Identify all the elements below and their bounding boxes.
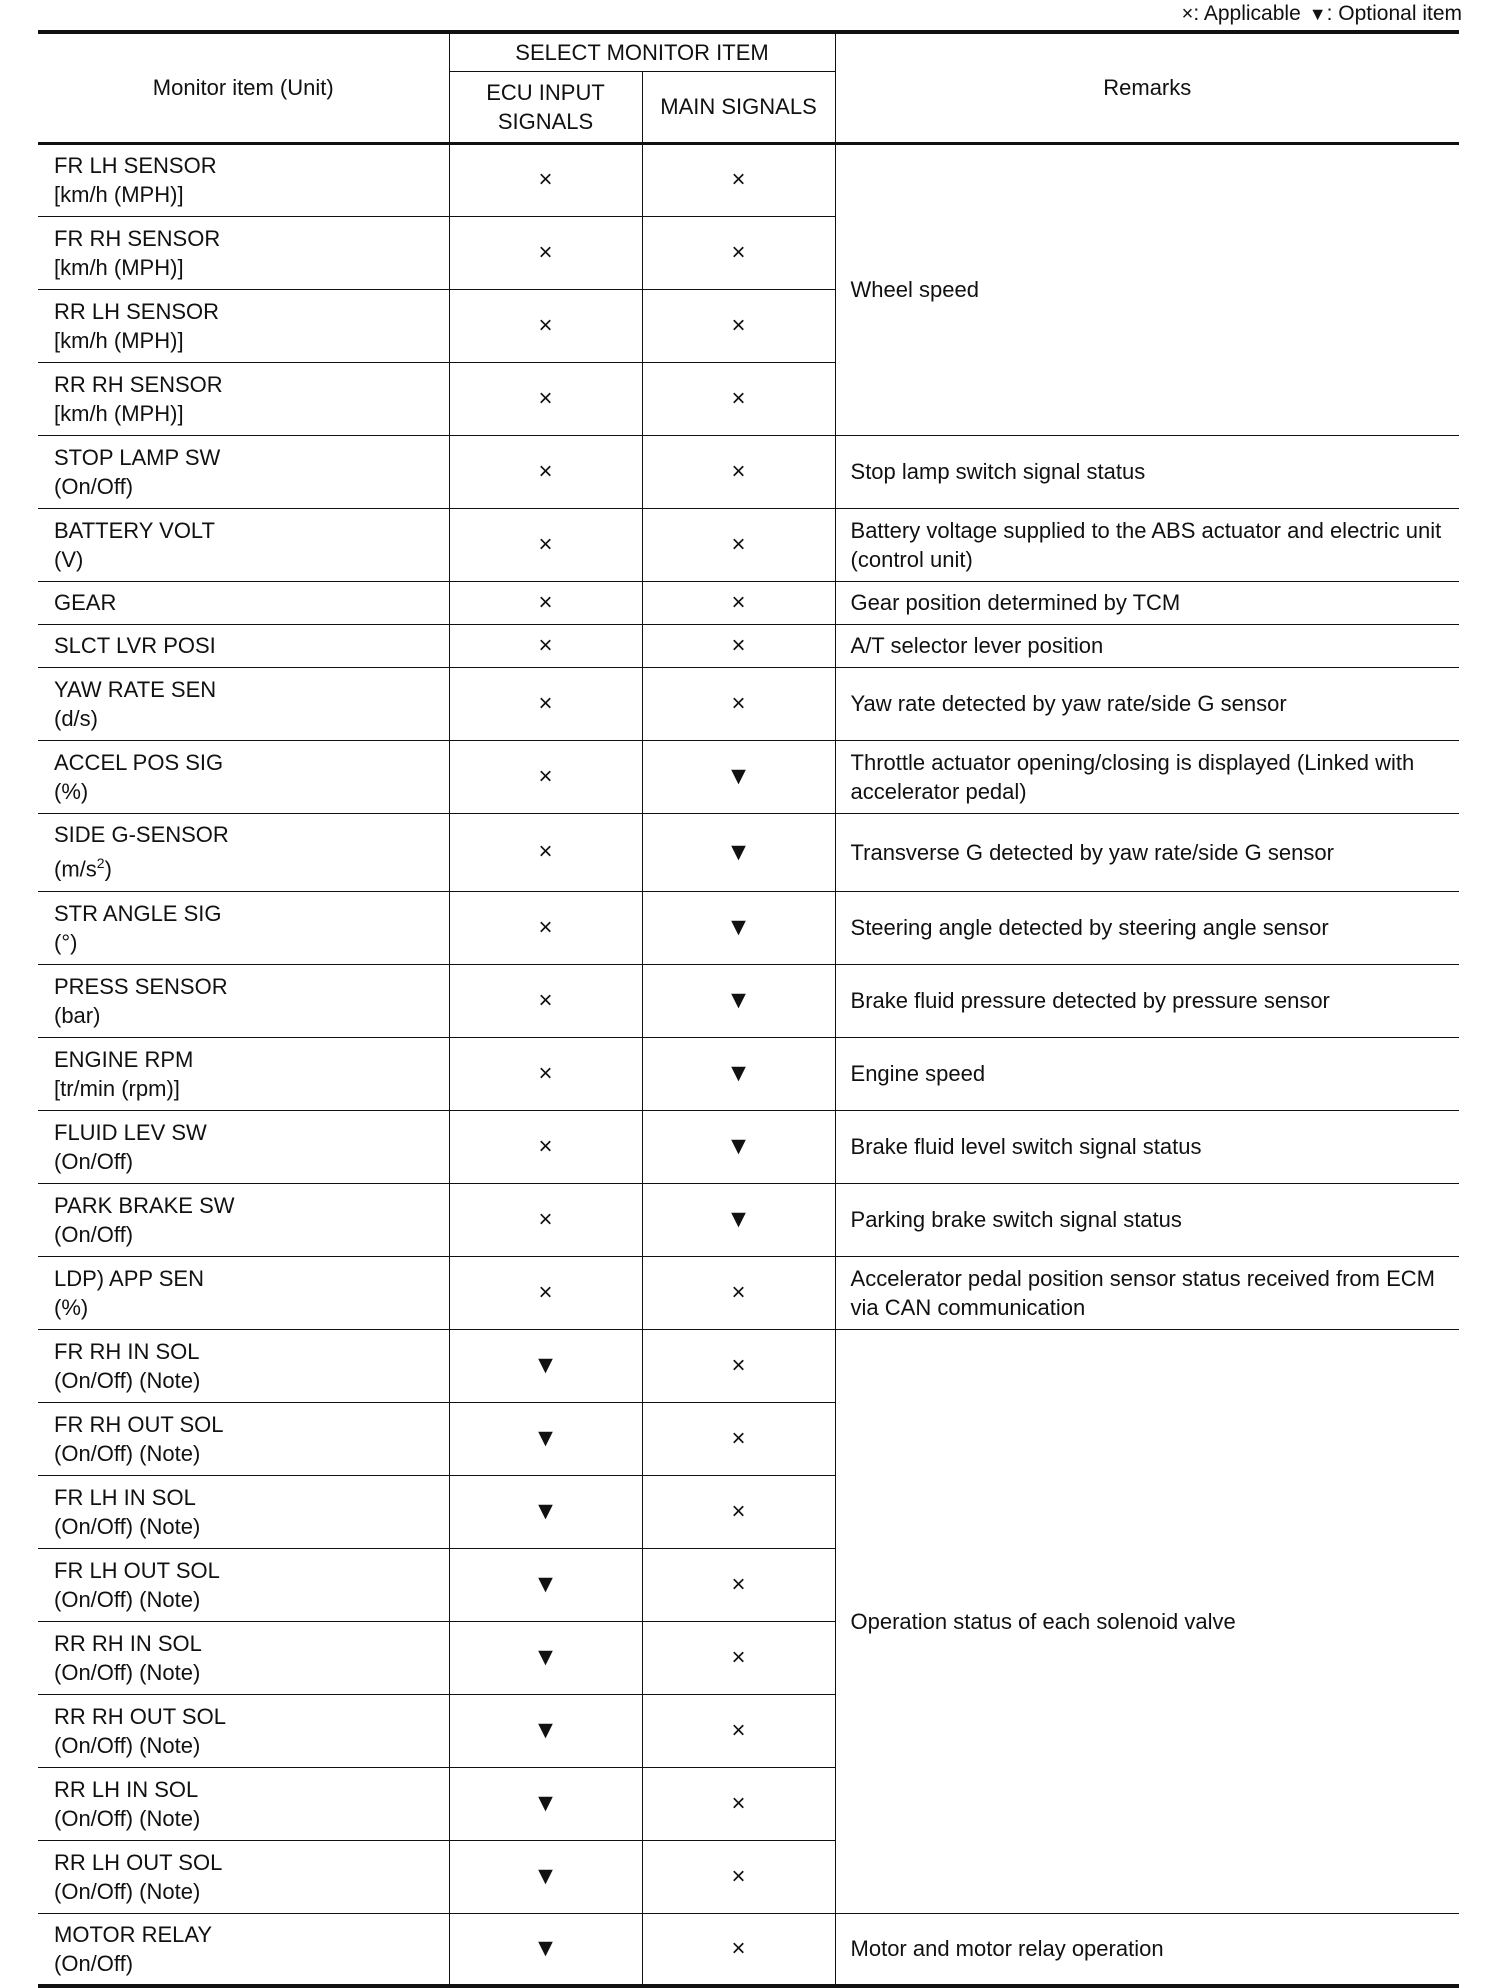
applicable-x-icon: × — [538, 166, 553, 193]
monitor-item-unit — [54, 1074, 449, 1103]
applicable-x-icon: × — [731, 689, 746, 717]
ecu-input-mark-cell — [449, 1621, 642, 1694]
unit-text: [km/h (MPH)] — [54, 254, 184, 280]
applicable-x-icon: × — [731, 1789, 746, 1817]
main-signals-mark-cell — [642, 813, 835, 891]
monitor-item-cell — [38, 1621, 449, 1694]
monitor-item-name: LDP) APP SEN — [54, 1265, 204, 1291]
applicable-x-icon: × — [538, 238, 553, 266]
applicable-x-icon: × — [731, 1497, 746, 1525]
table-body — [38, 143, 1459, 1986]
applicable-x-icon: × — [731, 1862, 746, 1890]
table-row — [38, 1037, 1459, 1110]
remark-app-sen: Accelerator pedal position sensor status received from ECM via CAN communication — [835, 1256, 1459, 1329]
optional-triangle-icon: ▼ — [726, 1059, 751, 1087]
applicable-x-icon: × — [731, 588, 746, 616]
monitor-item-cell — [38, 581, 449, 624]
table-row — [38, 1256, 1459, 1329]
remark-fluid-lev: Brake fluid level switch signal status — [835, 1110, 1459, 1183]
main-signals-mark-cell — [642, 1110, 835, 1183]
ecu-input-mark-cell — [449, 964, 642, 1037]
ecu-input-mark-cell — [449, 143, 642, 216]
optional-triangle-icon: ▼ — [533, 1789, 558, 1817]
monitor-item-cell — [38, 216, 449, 289]
ecu-input-mark-cell — [449, 891, 642, 964]
header-select-monitor-item: SELECT MONITOR ITEM — [449, 32, 835, 71]
monitor-item-cell — [38, 1475, 449, 1548]
main-signals-mark-cell — [642, 1037, 835, 1110]
main-signals-mark-cell — [642, 289, 835, 362]
ecu-input-mark-cell — [449, 1037, 642, 1110]
unit-text: (d/s) — [54, 705, 98, 731]
monitor-item-cell — [38, 1329, 449, 1402]
monitor-item-unit — [54, 928, 449, 957]
monitor-item-name: ACCEL POS SIG — [54, 749, 224, 775]
monitor-item-name: FR LH IN SOL — [54, 1484, 196, 1510]
monitor-item-unit — [54, 326, 449, 355]
monitor-item-name: STR ANGLE SIG — [54, 900, 222, 926]
monitor-item-unit — [54, 1366, 449, 1395]
remark-motor-relay: Motor and motor relay operation — [835, 1913, 1459, 1986]
monitor-item-unit — [54, 472, 449, 501]
monitor-item-name: BATTERY VOLT — [54, 517, 215, 543]
applicable-x-icon: × — [538, 530, 553, 558]
table-row — [38, 435, 1459, 508]
monitor-item-unit — [54, 849, 449, 883]
monitor-item-unit — [54, 777, 449, 806]
monitor-item-name: FR RH OUT SOL — [54, 1411, 224, 1437]
header-ecu-input-signals: ECU INPUT SIGNALS — [449, 71, 642, 143]
remark-gear: Gear position determined by TCM — [835, 581, 1459, 624]
main-signals-mark-cell — [642, 1183, 835, 1256]
applicable-x-icon: × — [731, 1716, 746, 1744]
applicable-x-icon: × — [538, 384, 553, 412]
unit-text: (On/Off) — [54, 1221, 134, 1247]
unit-text: [km/h (MPH)] — [54, 400, 184, 426]
ecu-input-mark-cell — [449, 813, 642, 891]
monitor-item-cell — [38, 508, 449, 581]
table-row — [38, 1183, 1459, 1256]
optional-triangle-icon: ▼ — [726, 913, 751, 941]
unit-superscript: 2 — [96, 855, 105, 872]
optional-triangle-icon: ▼ — [533, 1424, 558, 1452]
applicable-x-icon: × — [731, 311, 746, 339]
monitor-item-cell — [38, 891, 449, 964]
table-row — [38, 508, 1459, 581]
ecu-input-mark-cell — [449, 1840, 642, 1913]
main-signals-mark-cell — [642, 143, 835, 216]
applicable-x-icon: × — [538, 311, 553, 339]
main-signals-mark-cell — [642, 1621, 835, 1694]
ecu-input-mark-cell — [449, 1694, 642, 1767]
monitor-item-cell — [38, 1183, 449, 1256]
monitor-item-unit — [54, 1147, 449, 1176]
applicable-x-icon: × — [731, 631, 746, 659]
monitor-item-name: RR LH SENSOR — [54, 298, 220, 324]
applicable-x-icon: × — [731, 1643, 746, 1671]
optional-triangle-icon: ▼ — [533, 1570, 558, 1598]
monitor-item-cell — [38, 289, 449, 362]
main-signals-mark-cell — [642, 624, 835, 667]
monitor-item-cell — [38, 1037, 449, 1110]
unit-text: (°) — [54, 929, 78, 955]
monitor-item-name: FR LH SENSOR — [54, 153, 217, 178]
unit-text: (On/Off) — [54, 473, 134, 499]
ecu-input-mark-cell — [449, 1475, 642, 1548]
monitor-item-name: PARK BRAKE SW — [54, 1192, 235, 1218]
ecu-input-mark-cell — [449, 508, 642, 581]
optional-triangle-icon: ▼ — [533, 1862, 558, 1890]
unit-suffix: ) — [104, 856, 112, 882]
optional-triangle-icon: ▼ — [726, 1205, 751, 1233]
header-remarks: Remarks — [835, 32, 1459, 143]
monitor-item-unit — [54, 1585, 449, 1614]
monitor-item-unit — [54, 1804, 449, 1833]
monitor-item-name: FR RH SENSOR — [54, 225, 221, 251]
unit-text: [tr/min (rpm)] — [54, 1075, 180, 1101]
header-monitor-item: Monitor item (Unit) — [38, 32, 449, 143]
remark-stop-lamp: Stop lamp switch signal status — [835, 435, 1459, 508]
monitor-item-name: FR LH OUT SOL — [54, 1557, 220, 1583]
unit-text: (On/Off) — [54, 1148, 134, 1174]
table-row — [38, 624, 1459, 667]
monitor-item-table — [38, 30, 1459, 1988]
monitor-item-name: GEAR — [54, 590, 117, 615]
monitor-item-unit — [54, 1877, 449, 1906]
optional-triangle-icon: ▼ — [726, 762, 751, 790]
ecu-input-mark-cell — [449, 1256, 642, 1329]
monitor-item-unit — [54, 1220, 449, 1249]
remark-park-brake: Parking brake switch signal status — [835, 1183, 1459, 1256]
main-signals-mark-cell — [642, 1913, 835, 1986]
monitor-item-cell — [38, 362, 449, 435]
unit-text: [km/h (MPH)] — [54, 182, 184, 207]
monitor-item-unit — [54, 1439, 449, 1468]
remark-slct-lvr: A/T selector lever position — [835, 624, 1459, 667]
table-row — [38, 667, 1459, 740]
applicable-x-icon: × — [538, 986, 553, 1014]
unit-text: (On/Off) (Note) — [54, 1586, 201, 1612]
main-signals-mark-cell — [642, 1767, 835, 1840]
unit-text: (On/Off) — [54, 1950, 134, 1976]
legend — [1182, 0, 1462, 28]
monitor-item-cell — [38, 740, 449, 813]
remark-accel-pos: Throttle actuator opening/closing is displayed (Linked with accelerator pedal) — [835, 740, 1459, 813]
ecu-input-mark-cell — [449, 1329, 642, 1402]
table-row — [38, 740, 1459, 813]
optional-triangle-icon: ▼ — [726, 1132, 751, 1160]
applicable-x-icon: × — [538, 1278, 553, 1306]
applicable-x-icon: × — [731, 530, 746, 558]
applicable-x-icon: × — [538, 838, 553, 865]
monitor-item-unit — [54, 1658, 449, 1687]
unit-text: (%) — [54, 778, 89, 804]
applicable-x-icon: × — [731, 166, 746, 193]
monitor-item-unit — [54, 1293, 449, 1322]
table-row — [38, 891, 1459, 964]
monitor-item-name: ENGINE RPM — [54, 1046, 194, 1072]
monitor-item-unit — [54, 253, 449, 282]
optional-triangle-icon: ▼ — [533, 1351, 558, 1379]
main-signals-mark-cell — [642, 216, 835, 289]
remark-wheel-speed: Wheel speed — [835, 143, 1459, 435]
applicable-text: : Applicable — [1193, 2, 1301, 25]
monitor-item-name: MOTOR RELAY — [54, 1921, 213, 1947]
remark-solenoid: Operation status of each solenoid valve — [835, 1329, 1459, 1913]
remark-battery: Battery voltage supplied to the ABS actuator and electric unit (control unit) — [835, 508, 1459, 581]
unit-text: (On/Off) (Note) — [54, 1440, 201, 1466]
unit-text: (bar) — [54, 1002, 101, 1028]
main-signals-mark-cell — [642, 435, 835, 508]
unit-text: (On/Off) (Note) — [54, 1659, 201, 1685]
monitor-item-cell — [38, 1767, 449, 1840]
main-signals-mark-cell — [642, 581, 835, 624]
ecu-input-mark-cell — [449, 1767, 642, 1840]
main-signals-mark-cell — [642, 1694, 835, 1767]
main-signals-mark-cell — [642, 362, 835, 435]
table-row — [38, 143, 1459, 216]
main-signals-mark-cell — [642, 1256, 835, 1329]
ecu-input-mark-cell — [449, 289, 642, 362]
ecu-input-mark-cell — [449, 1183, 642, 1256]
ecu-input-mark-cell — [449, 362, 642, 435]
ecu-input-mark-cell — [449, 581, 642, 624]
applicable-x-icon: × — [538, 631, 553, 659]
main-signals-mark-cell — [642, 1329, 835, 1402]
optional-triangle-icon: ▼ — [726, 837, 751, 866]
monitor-item-unit — [54, 180, 449, 209]
applicable-x-icon: × — [731, 457, 746, 485]
header-main-signals: MAIN SIGNALS — [642, 71, 835, 143]
ecu-input-mark-cell — [449, 216, 642, 289]
monitor-item-cell — [38, 1913, 449, 1986]
applicable-x-icon: × — [538, 457, 553, 485]
optional-triangle-icon: ▼ — [533, 1716, 558, 1744]
optional-triangle-icon: ▼ — [1308, 4, 1327, 24]
monitor-item-name: RR LH IN SOL — [54, 1776, 199, 1802]
monitor-item-unit — [54, 399, 449, 428]
unit-text: (On/Off) (Note) — [54, 1878, 201, 1904]
monitor-item-unit — [54, 1949, 449, 1978]
main-signals-mark-cell — [642, 1840, 835, 1913]
ecu-input-mark-cell — [449, 740, 642, 813]
applicable-x-icon: × — [538, 1132, 553, 1160]
unit-text: (%) — [54, 1294, 89, 1320]
monitor-item-name: FR RH IN SOL — [54, 1338, 200, 1364]
monitor-item-cell — [38, 964, 449, 1037]
monitor-item-name: PRESS SENSOR — [54, 973, 228, 999]
applicable-x-icon: × — [731, 1351, 746, 1379]
remark-side-g: Transverse G detected by yaw rate/side G sensor — [835, 813, 1459, 891]
applicable-x-icon: × — [538, 588, 553, 616]
monitor-item-name: RR RH SENSOR — [54, 371, 223, 397]
monitor-item-cell — [38, 143, 449, 216]
monitor-item-name: SIDE G-SENSOR — [54, 822, 229, 848]
monitor-item-cell — [38, 1402, 449, 1475]
unit-text: (On/Off) (Note) — [54, 1732, 201, 1758]
applicable-x-icon: × — [538, 913, 553, 941]
monitor-item-cell — [38, 1548, 449, 1621]
optional-triangle-icon: ▼ — [726, 986, 751, 1014]
main-signals-mark-cell — [642, 891, 835, 964]
table-row — [38, 964, 1459, 1037]
monitor-item-name: RR RH IN SOL — [54, 1630, 202, 1656]
applicable-x-icon: × — [731, 1278, 746, 1306]
applicable-x-icon: × — [731, 1424, 746, 1452]
ecu-input-mark-cell — [449, 1913, 642, 1986]
unit-text: (V) — [54, 546, 84, 572]
main-signals-mark-cell — [642, 740, 835, 813]
main-signals-mark-cell — [642, 1548, 835, 1621]
applicable-x-icon: × — [731, 384, 746, 412]
monitor-item-unit — [54, 545, 449, 574]
applicable-x-icon: × — [538, 762, 553, 790]
ecu-input-mark-cell — [449, 1110, 642, 1183]
applicable-x-icon: × — [731, 1570, 746, 1598]
monitor-item-name: RR LH OUT SOL — [54, 1849, 223, 1875]
monitor-item-unit — [54, 1512, 449, 1541]
main-signals-mark-cell — [642, 508, 835, 581]
applicable-symbol: × — [1181, 3, 1194, 25]
unit-text: (On/Off) (Note) — [54, 1367, 201, 1393]
ecu-input-mark-cell — [449, 435, 642, 508]
table-row — [38, 1110, 1459, 1183]
table-row — [38, 1329, 1459, 1402]
monitor-item-name: STOP LAMP SW — [54, 444, 221, 470]
main-signals-mark-cell — [642, 667, 835, 740]
applicable-x-icon: × — [538, 1205, 553, 1233]
applicable-x-icon: × — [731, 1934, 746, 1962]
monitor-item-unit — [54, 1001, 449, 1030]
monitor-item-cell — [38, 813, 449, 891]
monitor-item-cell — [38, 1256, 449, 1329]
table-row — [38, 813, 1459, 891]
unit-text: (On/Off) (Note) — [54, 1513, 201, 1539]
monitor-item-cell — [38, 435, 449, 508]
remark-press-sensor: Brake fluid pressure detected by pressure sensor — [835, 964, 1459, 1037]
monitor-item-name: SLCT LVR POSI — [54, 633, 216, 658]
applicable-x-icon: × — [731, 238, 746, 266]
monitor-item-name: RR RH OUT SOL — [54, 1703, 226, 1729]
monitor-item-name: FLUID LEV SW — [54, 1119, 207, 1145]
optional-triangle-icon: ▼ — [533, 1497, 558, 1525]
main-signals-mark-cell — [642, 1475, 835, 1548]
remark-str-angle: Steering angle detected by steering angle sensor — [835, 891, 1459, 964]
ecu-input-mark-cell — [449, 624, 642, 667]
monitor-item-cell — [38, 667, 449, 740]
optional-text: : Optional item — [1326, 2, 1462, 25]
table-row — [38, 1913, 1459, 1986]
ecu-input-mark-cell — [449, 667, 642, 740]
unit-text: [km/h (MPH)] — [54, 327, 184, 353]
table-row — [38, 581, 1459, 624]
ecu-input-mark-cell — [449, 1548, 642, 1621]
remark-engine-rpm: Engine speed — [835, 1037, 1459, 1110]
monitor-item-unit — [54, 1731, 449, 1760]
optional-triangle-icon: ▼ — [533, 1934, 558, 1963]
main-signals-mark-cell — [642, 964, 835, 1037]
applicable-x-icon: × — [538, 689, 553, 717]
monitor-item-cell — [38, 1110, 449, 1183]
remark-yaw-rate: Yaw rate detected by yaw rate/side G sensor — [835, 667, 1459, 740]
ecu-input-mark-cell — [449, 1402, 642, 1475]
monitor-item-cell — [38, 1840, 449, 1913]
optional-triangle-icon: ▼ — [533, 1643, 558, 1671]
main-signals-mark-cell — [642, 1402, 835, 1475]
monitor-item-cell — [38, 624, 449, 667]
monitor-item-cell — [38, 1694, 449, 1767]
monitor-item-name: YAW RATE SEN — [54, 676, 217, 702]
unit-text: (m/s — [54, 856, 97, 882]
unit-text: (On/Off) (Note) — [54, 1805, 201, 1831]
monitor-item-unit — [54, 704, 449, 733]
applicable-x-icon: × — [538, 1059, 553, 1087]
